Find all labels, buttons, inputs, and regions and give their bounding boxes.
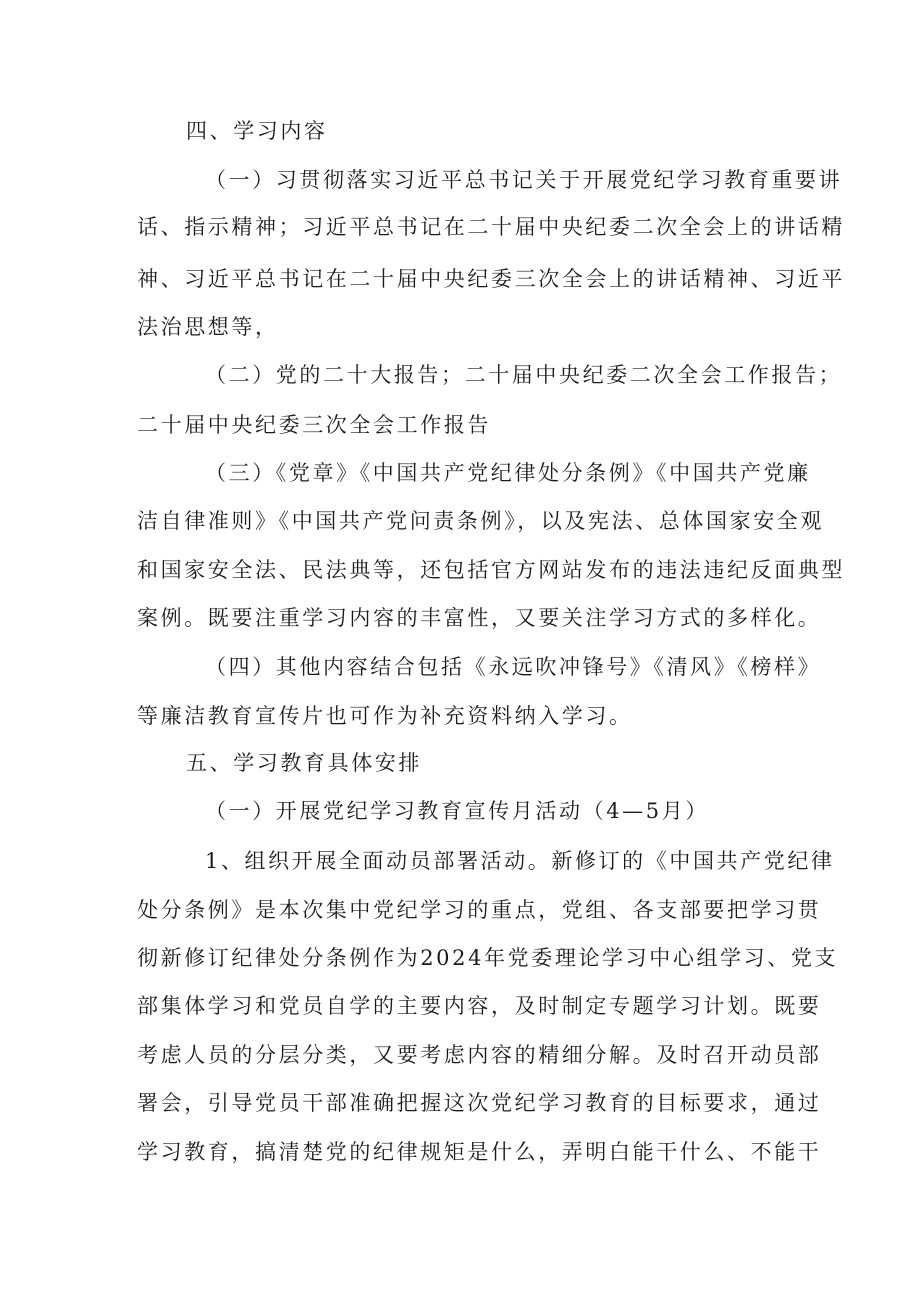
paragraph-line: 和国家安全法、民法典等，还包括官方网站发布的违法违纪反面典型 [137,558,845,582]
paragraph-line: （四）其他内容结合包括《永远吹冲锋号》《清风》《榜样》 [205,655,822,679]
subsection-heading: （一）开展党纪学习教育宣传月活动（4—5月） [205,799,709,823]
paragraph-line: 等廉洁教育宣传片也可作为补充资料纳入学习。 [137,704,633,728]
paragraph-line: 部集体学习和党员自学的主要内容，及时制定专题学习计划。既要 [137,994,822,1018]
paragraph-line: 二十届中央纪委三次全会工作报告 [137,413,491,437]
paragraph-line: 学习教育，搞清楚党的纪律规矩是什么，弄明白能干什么、不能干 [137,1140,822,1164]
paragraph-line: 法治思想等， [137,315,279,339]
paragraph-line: 署会，引导党员干部准确把握这次党纪学习教育的目标要求，通过 [137,1091,822,1115]
paragraph-line: 神、习近平总书记在二十届中央纪委三次全会上的讲话精神、习近平 [137,267,845,291]
section-heading-4: 四、学习内容 [186,119,328,143]
paragraph-line: 处分条例》是本次集中党纪学习的重点，党组、各支部要把学习贯 [137,898,822,922]
paragraph-line: 1、组织开展全面动员部署活动。新修订的《中国共产党纪律 [205,849,835,873]
paragraph-line: （三）《党章》《中国共产党纪律处分条例》《中国共产党廉 [205,461,811,485]
paragraph-line: 彻新修订纪律处分条例作为2024年党委理论学习中心组学习、党支 [137,946,839,970]
paragraph-line: 案例。既要注重学习内容的丰富性，又要关注学习方式的多样化。 [137,606,822,630]
paragraph-line: 考虑人员的分层分类，又要考虑内容的精细分解。及时召开动员部 [137,1043,822,1067]
paragraph-line: 洁自律准则》《中国共产党问责条例》，以及宪法、总体国家安全观 [137,509,824,533]
section-heading-5: 五、学习教育具体安排 [186,751,422,775]
paragraph-line: （一）习贯彻落实习近平总书记关于开展党纪学习教育重要讲 [205,168,843,192]
paragraph-line: 话、指示精神；习近平总书记在二十届中央纪委二次全会上的讲话精 [137,215,845,239]
paragraph-line: （二）党的二十大报告；二十届中央纪委二次全会工作报告； [205,363,843,387]
